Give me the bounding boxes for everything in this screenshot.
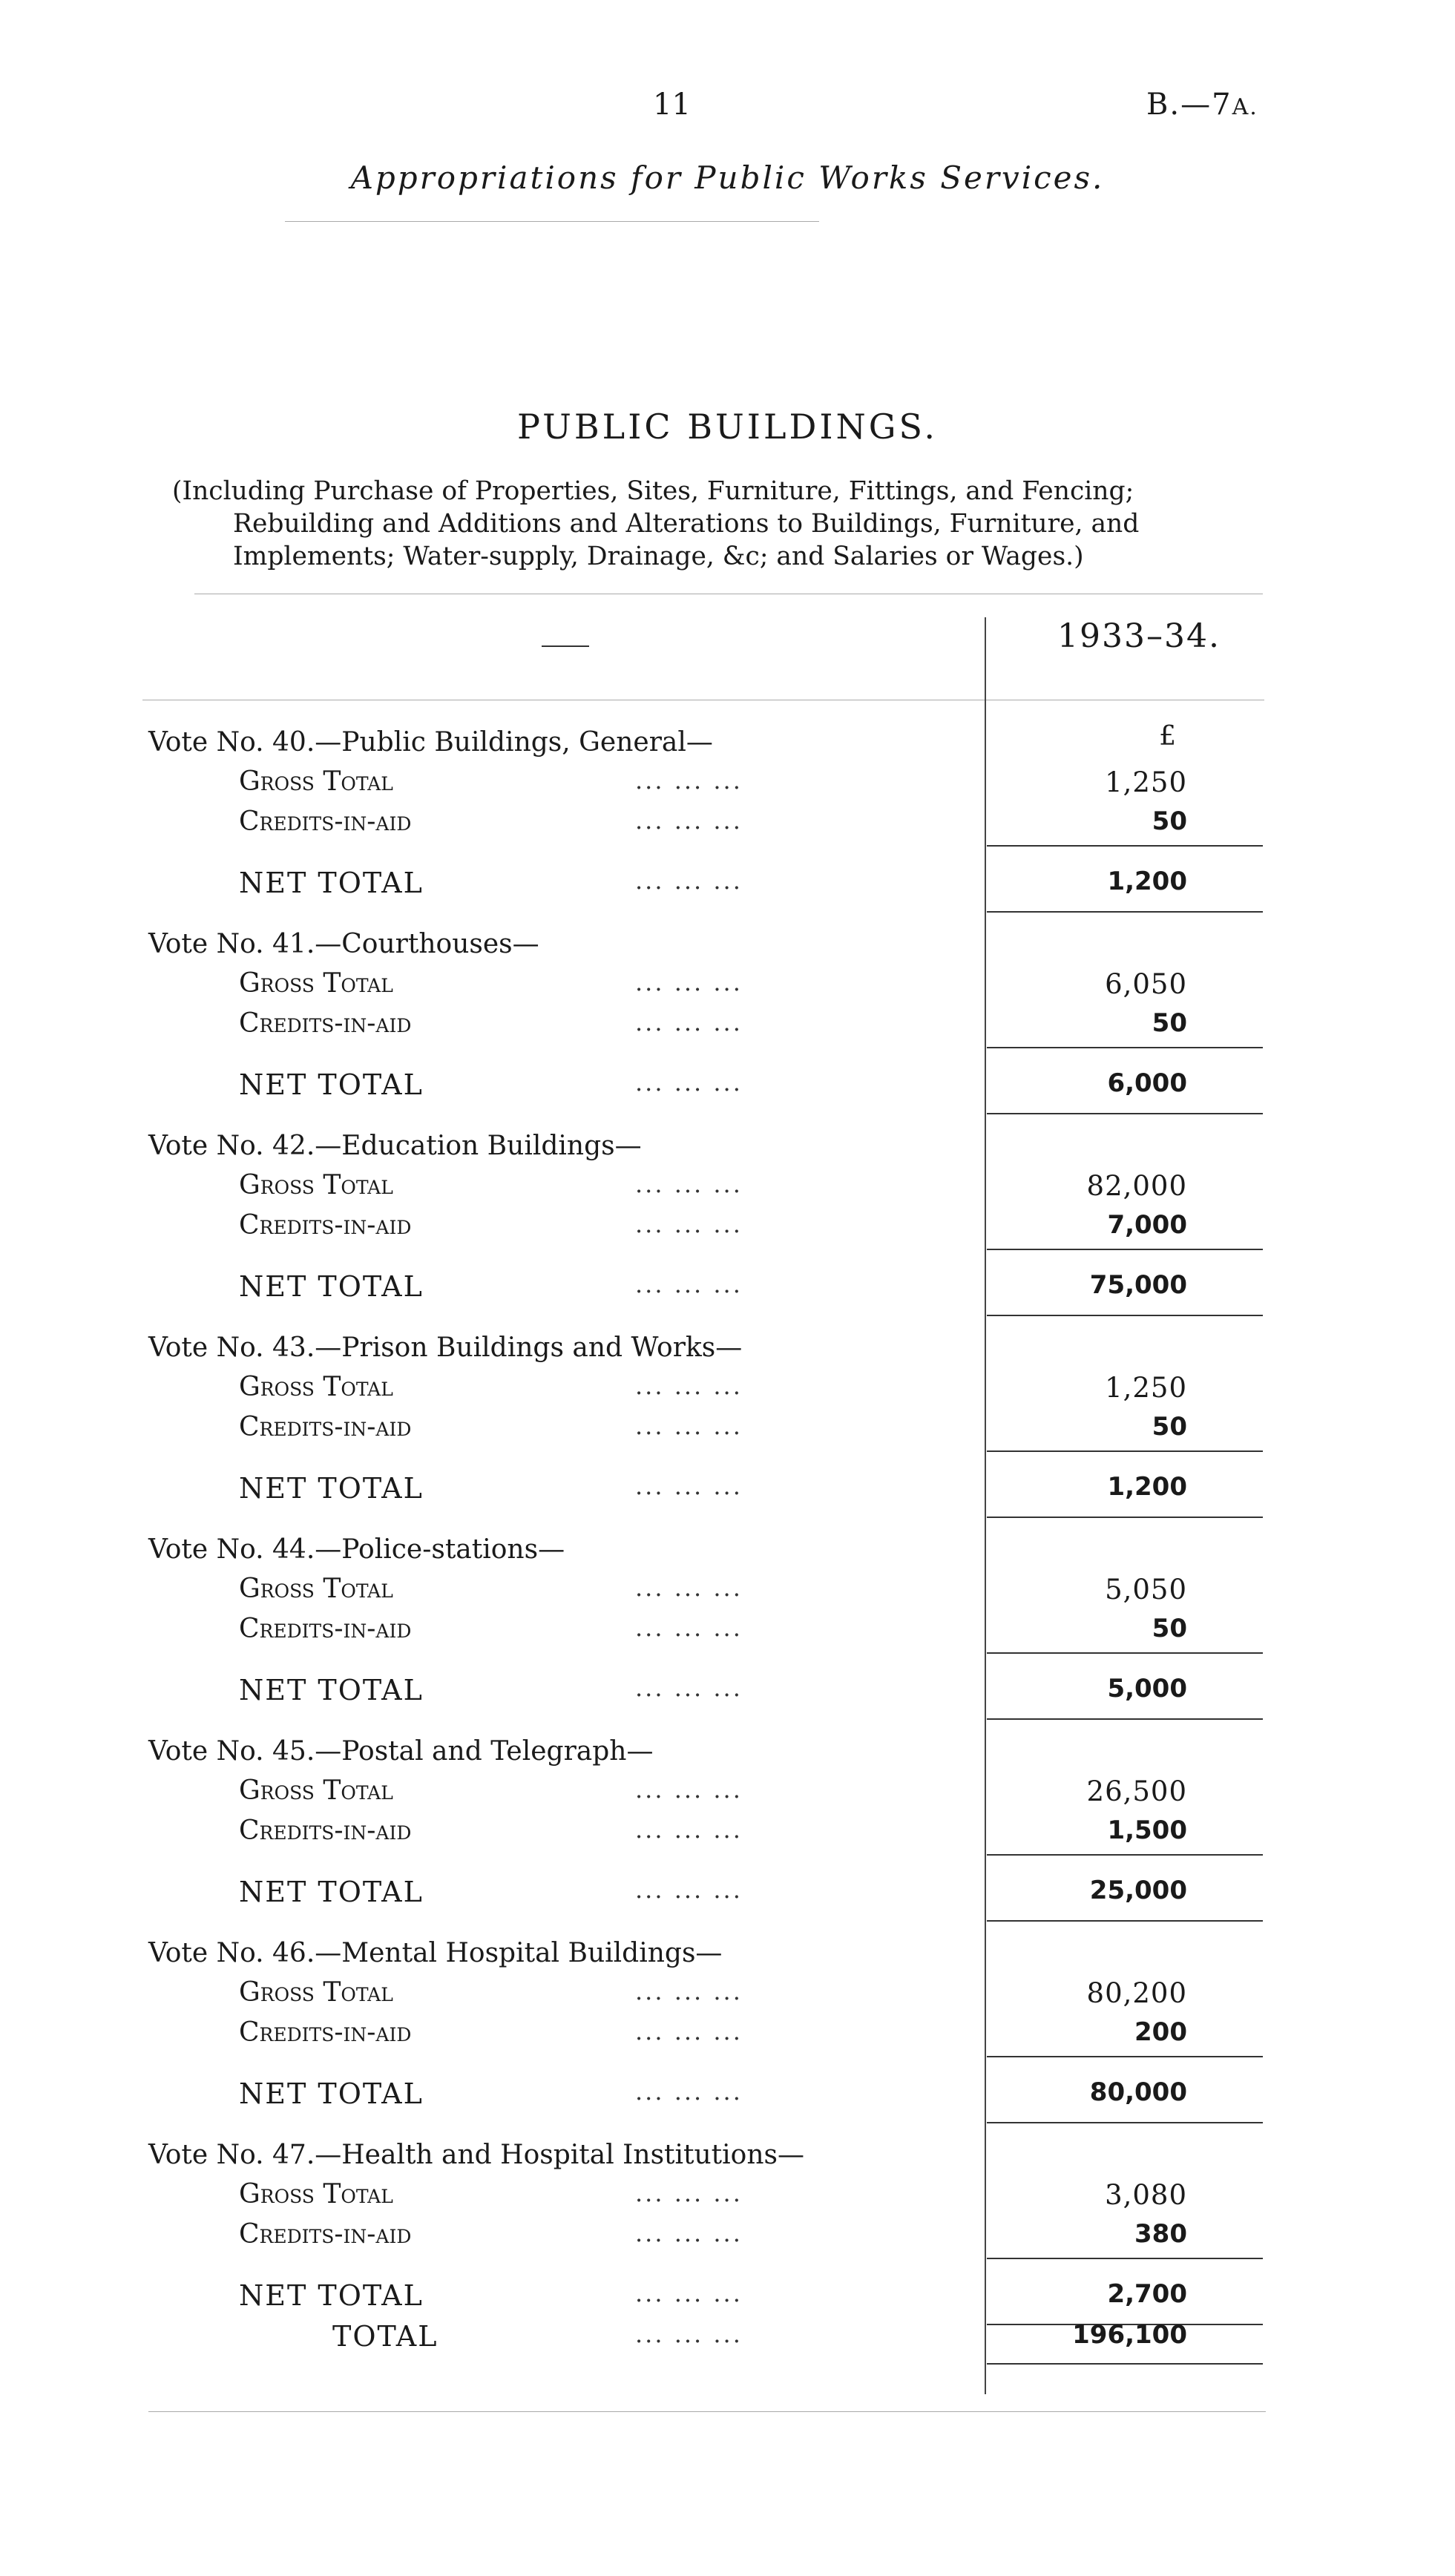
net-total-row <box>0 1674 1455 1711</box>
leader-dots: ... ... ... <box>635 2320 743 2348</box>
subtotal-rule <box>987 2056 1263 2057</box>
credits-in-aid-label: Credits-in-aid <box>239 1816 412 1846</box>
gross-total-label: Gross Total <box>239 1170 393 1200</box>
net-total-value: 6,000 <box>1107 1068 1187 1098</box>
net-total-label: NET TOTAL <box>239 1674 424 1706</box>
subtotal-rule <box>987 1249 1263 1250</box>
grand-total-label: TOTAL <box>332 2320 439 2353</box>
net-total-row <box>0 2077 1455 2115</box>
credits-in-aid-row <box>0 2017 1455 2054</box>
credits-in-aid-value: 50 <box>1152 806 1187 836</box>
credits-in-aid-row <box>0 1412 1455 1449</box>
vote-title: Vote No. 43.—Prison Buildings and Works— <box>148 1333 743 1363</box>
leader-dots: ... ... ... <box>635 1614 743 1642</box>
gross-total-value: 82,000 <box>1086 1170 1187 1202</box>
credits-in-aid-value: 50 <box>1152 1412 1187 1442</box>
vote-title: Vote No. 45.—Postal and Telegraph— <box>148 1736 654 1767</box>
gross-total-row <box>0 1574 1455 1611</box>
net-total-value: 25,000 <box>1089 1876 1187 1905</box>
vote-title-row <box>0 2140 1455 2177</box>
net-total-row <box>0 1068 1455 1105</box>
leader-dots: ... ... ... <box>635 1210 743 1238</box>
net-total-rule <box>987 911 1263 913</box>
leader-dots: ... ... ... <box>635 2279 743 2307</box>
leader-dots: ... ... ... <box>635 1068 743 1097</box>
leader-dots: ... ... ... <box>635 1574 743 1602</box>
gross-total-value: 80,200 <box>1086 1977 1187 2009</box>
grand-total-row <box>0 2320 1455 2357</box>
credits-in-aid-value: 1,500 <box>1107 1816 1187 1845</box>
description-line-1: (Including Purchase of Properties, Sites, Furniture, Fittings, and Fencing; <box>172 476 1134 506</box>
credits-in-aid-label: Credits-in-aid <box>239 1614 412 1644</box>
subtotal-rule <box>987 1450 1263 1452</box>
credits-in-aid-value: 50 <box>1152 1614 1187 1643</box>
leader-dots: ... ... ... <box>635 1270 743 1298</box>
net-total-row <box>0 1876 1455 1913</box>
gross-total-label: Gross Total <box>239 968 393 999</box>
net-total-label: NET TOTAL <box>239 867 424 899</box>
credits-in-aid-label: Credits-in-aid <box>239 2219 412 2250</box>
subtotal-rule <box>987 1854 1263 1856</box>
subtotal-rule <box>987 1652 1263 1654</box>
credits-in-aid-label: Credits-in-aid <box>239 806 412 837</box>
net-total-row <box>0 1270 1455 1307</box>
leader-dots: ... ... ... <box>635 1170 743 1198</box>
gross-total-label: Gross Total <box>239 766 393 797</box>
vote-title-row <box>0 1131 1455 1168</box>
table-bottom-rule <box>148 2411 1266 2412</box>
net-total-label: NET TOTAL <box>239 2077 424 2110</box>
page-number: 11 <box>653 88 691 122</box>
grand-total-value: 196,100 <box>1072 2320 1187 2350</box>
gross-total-value: 26,500 <box>1086 1775 1187 1807</box>
vote-title: Vote No. 42.—Education Buildings— <box>148 1131 642 1161</box>
leader-dots: ... ... ... <box>635 968 743 996</box>
section-description <box>172 475 1248 573</box>
vote-title-row <box>0 727 1455 764</box>
credits-in-aid-value: 50 <box>1152 1008 1187 1038</box>
currency-symbol: £ <box>1159 721 1176 752</box>
credits-in-aid-row <box>0 806 1455 844</box>
running-title: Appropriations for Public Works Services. <box>350 160 1105 196</box>
leader-dots: ... ... ... <box>635 1472 743 1500</box>
title-underline <box>285 221 819 222</box>
leader-dots: ... ... ... <box>635 867 743 895</box>
gross-total-row <box>0 1775 1455 1813</box>
leader-dots: ... ... ... <box>635 2179 743 2207</box>
net-total-label: NET TOTAL <box>239 1472 424 1505</box>
label-column-header-dash <box>542 645 589 647</box>
gross-total-row <box>0 2179 1455 2216</box>
net-total-value: 2,700 <box>1107 2279 1187 2309</box>
leader-dots: ... ... ... <box>635 1412 743 1440</box>
leader-dots: ... ... ... <box>635 766 743 795</box>
leader-dots: ... ... ... <box>635 1372 743 1400</box>
document-reference <box>1146 88 1258 122</box>
leader-dots: ... ... ... <box>635 2219 743 2247</box>
net-total-row <box>0 2279 1455 2316</box>
net-total-label: NET TOTAL <box>239 1270 424 1303</box>
vote-title: Vote No. 40.—Public Buildings, General— <box>148 727 713 758</box>
vote-title: Vote No. 41.—Courthouses— <box>148 929 539 959</box>
net-total-row <box>0 867 1455 904</box>
net-total-value: 5,000 <box>1107 1674 1187 1703</box>
credits-in-aid-value: 380 <box>1134 2219 1187 2249</box>
net-total-value: 1,200 <box>1107 1472 1187 1502</box>
vote-title-row <box>0 1736 1455 1773</box>
net-total-value: 75,000 <box>1089 1270 1187 1300</box>
description-line-2: Rebuilding and Additions and Alterations to Buildings, Furniture, and <box>233 509 1140 539</box>
leader-dots: ... ... ... <box>635 1977 743 2005</box>
vote-title: Vote No. 46.—Mental Hospital Buildings— <box>148 1938 723 1968</box>
vote-title: Vote No. 47.—Health and Hospital Institutions— <box>148 2140 804 2170</box>
doc-ref-suffix: A. <box>1232 94 1258 120</box>
credits-in-aid-row <box>0 1008 1455 1045</box>
net-total-label: NET TOTAL <box>239 1876 424 1908</box>
leader-dots: ... ... ... <box>635 1816 743 1844</box>
gross-total-value: 5,050 <box>1105 1574 1187 1606</box>
gross-total-label: Gross Total <box>239 1775 393 1806</box>
section-title: PUBLIC BUILDINGS. <box>516 407 939 447</box>
gross-total-label: Gross Total <box>239 1372 393 1402</box>
gross-total-row <box>0 968 1455 1005</box>
description-line-3: Implements; Water-supply, Drainage, &c; and Salaries or Wages.) <box>233 542 1084 571</box>
gross-total-label: Gross Total <box>239 2179 393 2209</box>
subtotal-rule <box>987 2258 1263 2259</box>
credits-in-aid-value: 7,000 <box>1107 1210 1187 1240</box>
credits-in-aid-row <box>0 2219 1455 2256</box>
net-total-row <box>0 1472 1455 1509</box>
net-total-rule <box>987 1517 1263 1518</box>
subtotal-rule <box>987 845 1263 847</box>
gross-total-value: 1,250 <box>1105 766 1187 798</box>
vote-title-row <box>0 1938 1455 1975</box>
gross-total-row <box>0 1372 1455 1409</box>
gross-total-row <box>0 1977 1455 2014</box>
net-total-rule <box>987 1113 1263 1114</box>
net-total-value: 1,200 <box>1107 867 1187 896</box>
gross-total-label: Gross Total <box>239 1574 393 1604</box>
leader-dots: ... ... ... <box>635 2017 743 2046</box>
net-total-label: NET TOTAL <box>239 2279 424 2312</box>
net-total-label: NET TOTAL <box>239 1068 424 1101</box>
leader-dots: ... ... ... <box>635 1008 743 1036</box>
leader-dots: ... ... ... <box>635 2077 743 2106</box>
credits-in-aid-value: 200 <box>1134 2017 1187 2047</box>
credits-in-aid-row <box>0 1210 1455 1247</box>
leader-dots: ... ... ... <box>635 1674 743 1702</box>
grand-total-rule <box>987 2363 1263 2365</box>
leader-dots: ... ... ... <box>635 806 743 835</box>
net-total-value: 80,000 <box>1089 2077 1187 2107</box>
credits-in-aid-label: Credits-in-aid <box>239 1210 412 1241</box>
vote-title-row <box>0 929 1455 966</box>
vote-title-row <box>0 1534 1455 1571</box>
leader-dots: ... ... ... <box>635 1775 743 1804</box>
net-total-rule <box>987 1920 1263 1922</box>
gross-total-value: 6,050 <box>1105 968 1187 1000</box>
net-total-rule <box>987 1315 1263 1316</box>
gross-total-value: 3,080 <box>1105 2179 1187 2211</box>
vote-title-row <box>0 1333 1455 1370</box>
gross-total-label: Gross Total <box>239 1977 393 2008</box>
net-total-rule <box>987 1718 1263 1720</box>
vote-title: Vote No. 44.—Police-stations— <box>148 1534 565 1565</box>
credits-in-aid-label: Credits-in-aid <box>239 1412 412 1442</box>
credits-in-aid-label: Credits-in-aid <box>239 1008 412 1039</box>
credits-in-aid-row <box>0 1816 1455 1853</box>
gross-total-row <box>0 1170 1455 1207</box>
doc-ref-main: B.—7 <box>1146 88 1232 122</box>
gross-total-value: 1,250 <box>1105 1372 1187 1404</box>
credits-in-aid-row <box>0 1614 1455 1651</box>
gross-total-row <box>0 766 1455 804</box>
subtotal-rule <box>987 1047 1263 1048</box>
net-total-rule <box>987 2122 1263 2123</box>
credits-in-aid-label: Credits-in-aid <box>239 2017 412 2048</box>
leader-dots: ... ... ... <box>635 1876 743 1904</box>
year-column-header: 1933–34. <box>1057 617 1221 655</box>
